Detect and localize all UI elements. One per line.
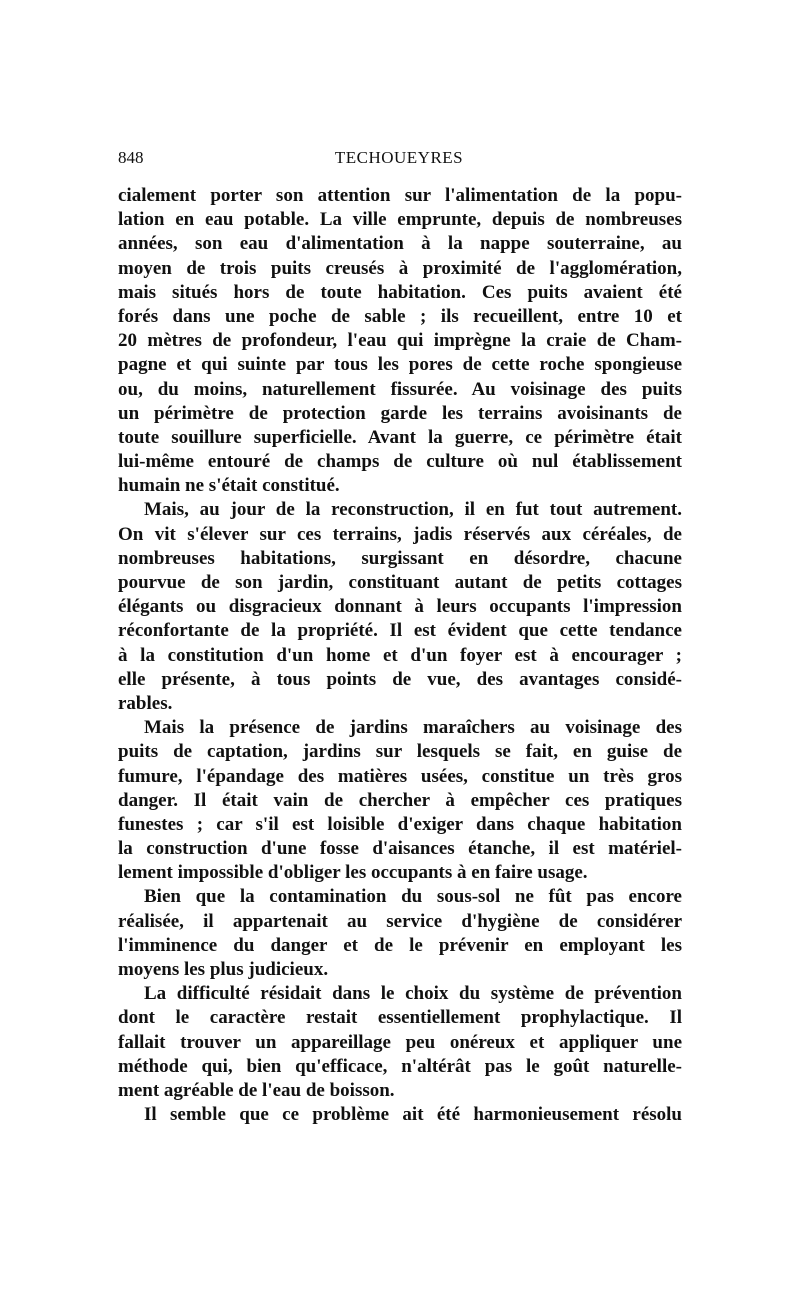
text-line: pagne et qui suinte par tous les pores de cette roche spongieuse: [118, 354, 682, 376]
text-line: années, son eau d'alimentation à la nappe souterraine, au: [118, 233, 682, 255]
text-line: l'imminence du danger et de le prévenir en employant les: [118, 934, 682, 956]
text-line: puits de captation, jardins sur lesquels se fait, en guise de: [118, 741, 682, 763]
text-line: Il semble que ce problème ait été harmonieusement résolu: [144, 1104, 682, 1126]
paragraph: [118, 184, 682, 498]
text-line: fumure, l'épandage des matières usées, constitue un très gros: [118, 765, 682, 787]
text-line: cialement porter son attention sur l'alimentation de la popu-: [118, 185, 682, 206]
text-line: humain ne s'était constitué.: [118, 475, 340, 497]
running-head: [118, 145, 680, 171]
text-line: La difficulté résidait dans le choix du système de prévention: [144, 983, 682, 1005]
page-number: 848: [118, 148, 144, 167]
text-line: rables.: [118, 692, 173, 714]
text-line: forés dans une poche de sable ; ils recueillent, entre 10 et: [118, 305, 682, 327]
text-line: ment agréable de l'eau de boisson.: [118, 1079, 395, 1101]
text-line: lement impossible d'obliger les occupants à en faire usage.: [118, 862, 588, 884]
running-title: TECHOUEYRES: [334, 148, 464, 167]
text-line: ou, du moins, naturellement fissurée. Au voisinage des puits: [118, 378, 682, 400]
text-line: réalisée, il appartenait au service d'hygiène de considérer: [118, 910, 682, 932]
text-line: réconfortante de la propriété. Il est évident que cette tendance: [118, 620, 682, 642]
text-line: à la constitution d'un home et d'un foyer est à encourager ;: [118, 644, 682, 666]
body-text: [118, 184, 682, 1127]
text-line: On vit s'élever sur ces terrains, jadis réservés aux céréales, de: [118, 523, 682, 545]
text-line: funestes ; car s'il est loisible d'exiger dans chaque habitation: [118, 813, 682, 835]
text-line: nombreuses habitations, surgissant en désordre, chacune: [118, 547, 682, 569]
text-line: élégants ou disgracieux donnant à leurs occupants l'impression: [118, 596, 682, 618]
text-line: moyens les plus judicieux.: [118, 959, 329, 980]
text-line: lui-même entouré de champs de culture où nul établissement: [118, 451, 682, 473]
text-line: dont le caractère restait essentiellement prophylactique. Il: [118, 1007, 682, 1029]
paragraph: [118, 982, 682, 1103]
text-line: la construction d'une fosse d'aisances étanche, il est matériel-: [118, 838, 682, 860]
text-line: mais situés hors de toute habitation. Ces puits avaient été: [118, 281, 682, 303]
text-line: moyen de trois puits creusés à proximité de l'agglomération,: [118, 257, 682, 279]
text-line: méthode qui, bien qu'efficace, n'altérât pas le goût naturelle-: [118, 1055, 682, 1077]
text-line: pourvue de son jardin, constituant autant de petits cottages: [118, 572, 682, 593]
text-line: un périmètre de protection garde les terrains avoisinants de: [118, 402, 682, 424]
text-line: Mais, au jour de la reconstruction, il en fut tout autrement.: [144, 499, 682, 521]
paragraph: [118, 885, 682, 982]
text-line: danger. Il était vain de chercher à empêcher ces pratiques: [118, 789, 682, 811]
text-line: lation en eau potable. La ville emprunte, depuis de nombreuses: [118, 209, 682, 231]
text-line: 20 mètres de profondeur, l'eau qui imprègne la craie de Cham-: [118, 330, 682, 352]
text-line: elle présente, à tous points de vue, des avantages considé-: [118, 668, 682, 690]
text-line: toute souillure superficielle. Avant la guerre, ce périmètre était: [118, 426, 682, 448]
paragraph: [118, 1103, 682, 1127]
paragraph: [118, 716, 682, 885]
text-line: fallait trouver un appareillage peu onéreux et appliquer une: [118, 1031, 682, 1053]
text-line: Bien que la contamination du sous-sol ne fût pas encore: [144, 886, 682, 908]
text-line: Mais la présence de jardins maraîchers au voisinage des: [144, 717, 682, 739]
paragraph: [118, 498, 682, 716]
